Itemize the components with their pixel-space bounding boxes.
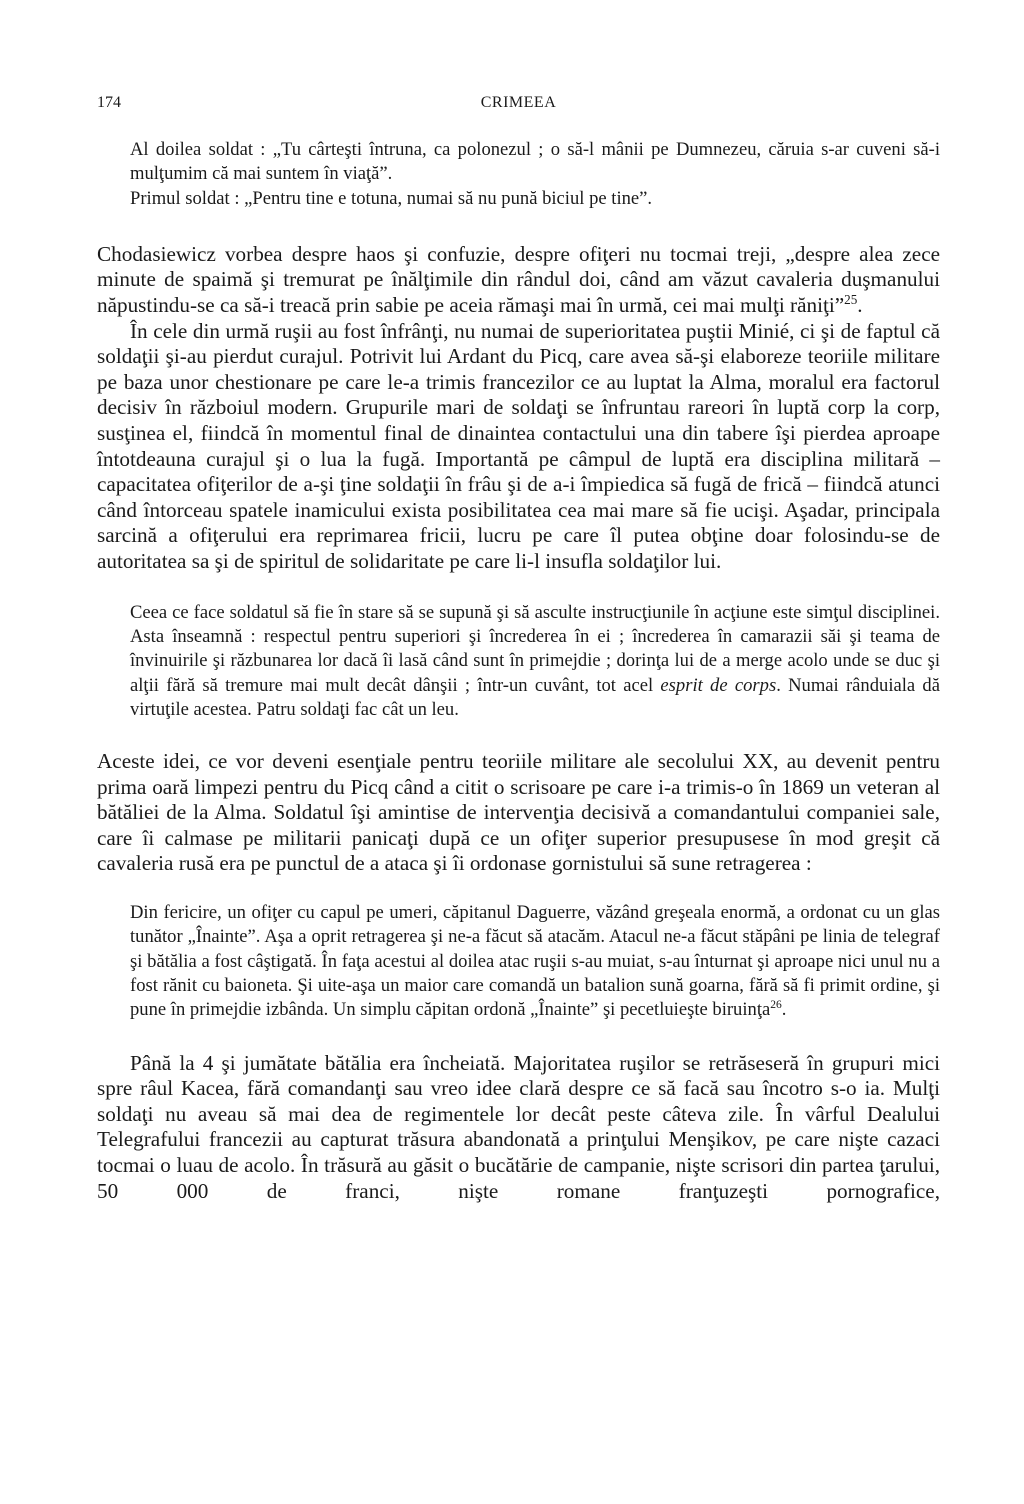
quote-text-before: Ceea ce face soldatul să fie în stare să se supună şi să asculte instrucţiunile în acţiune este simţul disciplinei. Asta înseamnă : respectul pentru superiori şi încrederea în ei ; încrederea în camarazii săi şi teama de învinuirile şi răzbunarea lor dacă îi lasă când sunt în primejdie ; dorinţa lui de a merge acolo unde se duc şi alţii fără să tremure mai mult decât dânşii ; într-un cuvânt, tot acel — [130, 601, 940, 696]
quote-daguerre-text — [130, 901, 940, 1022]
page-number: 174 — [97, 94, 121, 111]
paragraph-russians-defeated: În cele din urmă ruşii au fost înfrânţi, nu numai de superioritatea puştii Minié, ci şi de faptul că soldaţii şi-au pierdut curajul. Potrivit lui Ardant du Picq, care avea să-şi elaboreze teoriile militare pe baza unor chestionare pe care le-a trimis francezilor ce au luptat la Alma, moralul era factorul decisiv în războiul modern. Grupurile mari de soldaţi se înfruntau rareori în luptă corp la corp, susţinea el, fiindcă în momentul final de dinaintea contactului una din tabere îşi pierdea aproape întotdeauna curajul şi o lua la fugă. Importantă pe câmpul de luptă era disciplina militară – capacitatea ofiţerilor de a-şi ţine soldaţii în frâu şi de a-i împiedica să fugă de frică – fiindcă atunci când întorceau spatele inamicului exista posibilitatea cea mai mare să fie ucişi. Aşadar, principala sarcină a ofiţerului era reprimarea fricii, lucru pe care îl putea obţine doar folosindu-se de autoritatea sa şi de spiritul de solidaritate pe care li-l insufla soldaţilor lui. — [97, 318, 940, 574]
paragraph-end: . — [857, 293, 863, 318]
body-section-2 — [97, 749, 940, 877]
body-section-1 — [97, 242, 940, 575]
footnote-ref-26[interactable]: 26 — [770, 999, 782, 1012]
block-quote-discipline — [130, 601, 940, 722]
book-page — [97, 92, 940, 1204]
paragraph-battle-ended: Până la 4 şi jumătate bătălia era încheiată. Majoritatea ruşilor se retrăseseră în grupuri mici spre râul Kacea, fără comandanţi sau vreo idee clară despre ce să facă sau încotro s-o ia. Mulţi soldaţi nu aveau să mai dea de regimentele lor decât peste câteva zile. În vârful Dealului Telegrafului francezii au capturat trăsura abandonată a prinţului Menşikov, pe care nişte cazaci tocmai o luau de acolo. În trăsură au găsit o bucătărie de campanie, nişte scrisori din partea ţarului, 50 000 de franci, nişte romane franţuzeşti pornografice, — [97, 1050, 940, 1203]
dialogue-quote — [130, 138, 940, 211]
paragraph-text: Chodasiewicz vorbea despre haos şi confuzie, despre ofiţeri nu tocmai treji, „despre alea zece minute de spaimă şi tremurat pe înălţimile din rândul doi, când am văzut cavaleria duşmanului năpustindu-se ca să-i treacă prin sabie pe aceia rămaşi mai în urmă, cei mai mulţi răniţi” — [97, 241, 940, 318]
quote-line-first-soldier: Primul soldat : „Pentru tine e totuna, numai să nu pună biciul pe tine”. — [130, 187, 653, 209]
running-head — [97, 92, 940, 116]
footnote-ref-25[interactable]: 25 — [844, 292, 858, 308]
running-title: CRIMEEA — [480, 94, 557, 111]
quote-text-after: . Numai rânduiala dă virtuţile acestea. Patru soldaţi fac cât un leu. — [130, 674, 940, 720]
body-section-3 — [97, 1051, 940, 1205]
block-quote-daguerre — [130, 901, 940, 1022]
quote-italic-esprit-de-corps: esprit de corps — [660, 674, 777, 696]
paragraph-du-picq-ideas: Aceste idei, ce vor deveni esenţiale pentru teoriile militare ale secolului XX, au devenit pentru prima oară limpezi pentru du Picq când a citit o scrisoare pe care i-a trimis-o în 1869 un veteran al bătăliei de la Alma. Soldatul îşi amintise de intervenţia decisivă a comandantului companiei sale, care îi calmase pe militarii panicaţi după ce un ofiţer superior presupusese în mod greşit că cavaleria rusă era pe punctul de a ataca şi îi ordonase gornistului să sune retragerea : — [97, 749, 940, 876]
quote-end: . — [781, 999, 787, 1021]
paragraph-chodasiewicz — [97, 242, 940, 319]
quote-text: Din fericire, un ofiţer cu capul pe umeri, căpitanul Daguerre, văzând greşeala enormă, a ordonat cu un glas tunător „Înainte”. Aşa a oprit retragerea şi ne-a făcut să atacăm. Atacul ne-a făcut stăpâni pe linia de telegraf şi bătălia a fost câştigată. În faţa acestui al doilea atac ruşii s-au muiat, s-au înturnat şi aproape nici unul nu a fost rănit cu baioneta. Şi uite-aşa un maior care comandă un batalion sună goarna, fără să fi primit ordine, şi pune în primejdie izbânda. Un simplu căpitan ordonă „Înainte” şi pecetluieşte biruinţa — [130, 902, 940, 1021]
quote-line-second-soldier: Al doilea soldat : „Tu cârteşti întruna, ca polonezul ; o să-l mânii pe Dumnezeu, căruia s-ar cuveni să-i mulţumim că mai suntem în viaţă”. — [130, 139, 940, 185]
quote-discipline-text — [130, 601, 940, 722]
